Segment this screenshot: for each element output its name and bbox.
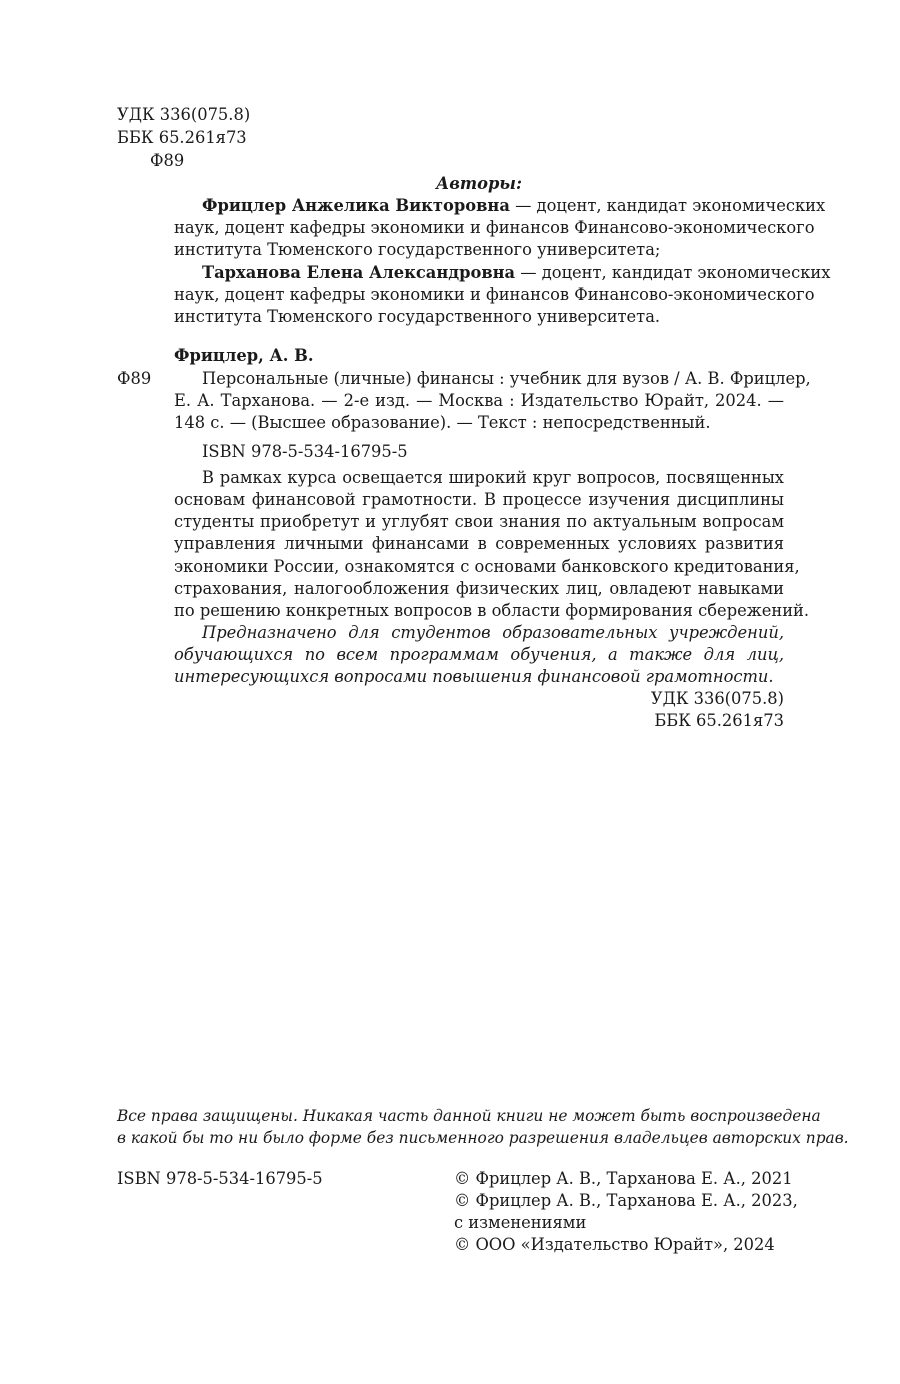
copyright-line-3: с изменениями xyxy=(454,1213,587,1232)
annotation-line-5: экономики России, ознакомятся с основами банковского кредитования, xyxy=(174,557,800,576)
author-1-title: — доцент, кандидат экономических xyxy=(509,196,826,215)
author-2-title: — доцент, кандидат экономических xyxy=(515,263,831,282)
rights-line-2: в какой бы то ни было форме без письменного разрешения владельцев авторских прав. xyxy=(117,1129,849,1147)
annotation-line-4: управления личными финансами в современных условиях развития xyxy=(174,534,784,553)
annotation-line-6: страхования, налогообложения физических лиц, овладеют навыками xyxy=(174,579,784,598)
footer-isbn: ISBN 978-5-534-16795-5 xyxy=(117,1169,323,1188)
intended-line-3: интересующихся вопросами повышения финансовой грамотности. xyxy=(174,667,774,686)
bib-author-mark: Ф89 xyxy=(117,369,152,388)
author-2-name: Тарханова Елена Александровна xyxy=(202,263,516,282)
author-1-name: Фрицлер Анжелика Викторовна xyxy=(202,196,510,215)
annotation-line-1: В рамках курса освещается широкий круг вопросов, посвященных xyxy=(202,468,784,487)
copyright-line-4: © ООО «Издательство Юрайт», 2024 xyxy=(454,1235,775,1254)
author-2-line-2: наук, доцент кафедры экономики и финансов Финансово-экономического xyxy=(174,285,815,304)
copyright-line-1: © Фрицлер А. В., Тарханова Е. А., 2021 xyxy=(454,1169,793,1188)
udk-code: УДК 336(075.8) xyxy=(117,105,251,124)
author-1-line-3: института Тюменского государственного университета; xyxy=(174,240,661,259)
author-2-line-3: института Тюменского государственного университета. xyxy=(174,307,661,326)
authors-heading: Авторы: xyxy=(435,174,522,193)
bib-isbn: ISBN 978-5-534-16795-5 xyxy=(202,442,408,461)
annotation-bbk: ББК 65.261я73 xyxy=(654,711,784,730)
author-1-line-2: наук, доцент кафедры экономики и финансов Финансово-экономического xyxy=(174,218,815,237)
author-2-line-1 xyxy=(202,262,831,285)
annotation-udk: УДК 336(075.8) xyxy=(650,689,784,708)
annotation-line-2: основам финансовой грамотности. В процессе изучения дисциплины xyxy=(174,490,784,509)
intended-line-2: обучающихся по всем программам обучения, а также для лиц, xyxy=(174,645,784,664)
author-1-line-1 xyxy=(202,195,826,218)
rights-line-1: Все права защищены. Никакая часть данной книги не может быть воспроизведена xyxy=(117,1107,821,1125)
bib-line-1: Персональные (личные) финансы : учебник для вузов / А. В. Фрицлер, xyxy=(202,369,811,388)
author-mark: Ф89 xyxy=(150,151,185,170)
intended-line-1: Предназначено для студентов образовательных учреждений, xyxy=(202,623,784,642)
bib-line-3: 148 с. — (Высшее образование). — Текст : непосредственный. xyxy=(174,413,711,432)
annotation-line-7: по решению конкретных вопросов в области формирования сбережений. xyxy=(174,601,810,620)
annotation-line-3: студенты приобретут и углубят свои знания по актуальным вопросам xyxy=(174,512,784,531)
bib-author-heading: Фрицлер, А. В. xyxy=(174,346,314,365)
bib-line-2: Е. А. Тарханова. — 2-е изд. — Москва : Издательство Юрайт, 2024. — xyxy=(174,391,784,410)
bbk-code: ББК 65.261я73 xyxy=(117,128,247,147)
copyright-line-2: © Фрицлер А. В., Тарханова Е. А., 2023, xyxy=(454,1191,798,1210)
